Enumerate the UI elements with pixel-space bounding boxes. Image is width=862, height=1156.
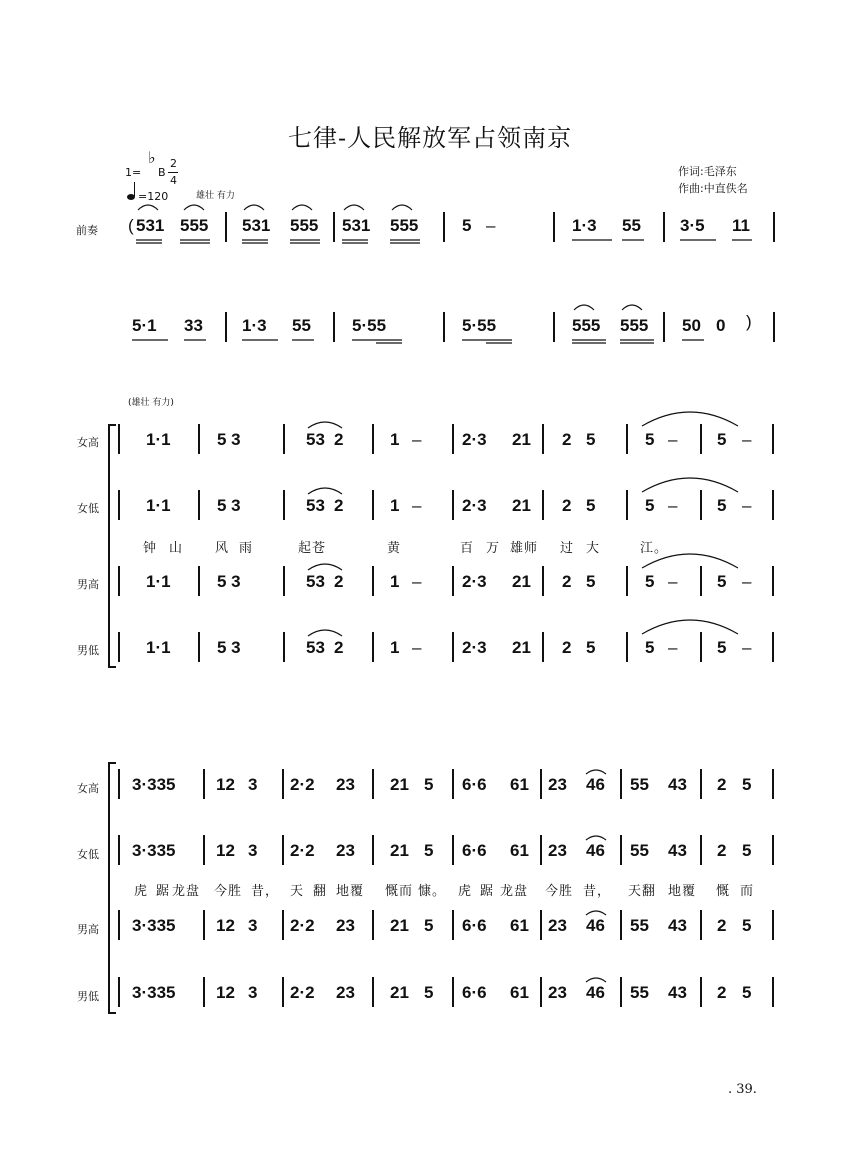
note-group: 21 [512, 572, 531, 591]
dash: – [668, 496, 678, 515]
bar-line [700, 566, 702, 596]
note-group: 5 [586, 572, 596, 591]
note-group: 555 [180, 216, 209, 235]
time-signature-bottom: 4 [170, 174, 177, 187]
bar-line [333, 212, 335, 242]
note-group: 12 [216, 775, 235, 794]
bar-line [542, 490, 544, 520]
bar-line [225, 312, 227, 342]
note-group: 3·335 [132, 775, 176, 794]
page-number: . 39. [728, 1082, 757, 1097]
lyric-syllable: 慨而 [385, 884, 414, 899]
dash: – [412, 496, 422, 515]
quarter-note-stem [134, 182, 135, 196]
note-group: 2 [334, 572, 344, 591]
note-group: 5 [742, 775, 752, 794]
bar-line [700, 910, 702, 940]
note-group: 2 [334, 430, 344, 449]
note-group: 2 [334, 496, 344, 515]
note-group: 5 [462, 216, 472, 235]
note-group: 2 [717, 983, 727, 1002]
lyric-syllable: 龙盘 [172, 884, 201, 899]
note-group: 5 [645, 496, 655, 515]
bar-line [772, 566, 774, 596]
note-group: 23 [548, 983, 567, 1002]
note-group: 1·3 [242, 316, 267, 335]
note-group: 61 [510, 916, 529, 935]
note-group: 43 [668, 983, 687, 1002]
note-group: 2·2 [290, 983, 315, 1002]
tempo-marking: =120 [138, 190, 169, 203]
dash: – [412, 572, 422, 591]
lyric-syllable: 踞 [156, 884, 171, 899]
note-group: 5 3 [217, 638, 241, 657]
note-group: 5 3 [217, 430, 241, 449]
note-group: 5 [645, 638, 655, 657]
note-group: 6·6 [462, 775, 487, 794]
note-group: 21 [390, 841, 409, 860]
bar-line [118, 910, 120, 940]
note-group: 2 [334, 638, 344, 657]
bar-line [772, 769, 774, 799]
bar-line [542, 566, 544, 596]
time-signature-divider [168, 172, 178, 173]
lyric-syllable: 昔， [583, 884, 612, 899]
dash: – [742, 430, 752, 449]
note-group: 21 [390, 916, 409, 935]
part-label-bass: 男低 [77, 990, 99, 1003]
note-group: 12 [216, 841, 235, 860]
system-brace [108, 424, 110, 668]
bar-line [282, 910, 284, 940]
bar-line [553, 212, 555, 242]
bar-line [198, 632, 200, 662]
lyric-syllable: 踞 [480, 884, 495, 899]
lyric-syllable: 而 [740, 884, 755, 899]
dash: – [742, 572, 752, 591]
note-group: 53 [306, 572, 325, 591]
bar-line [772, 835, 774, 865]
part-label-alto: 女低 [77, 502, 99, 515]
note-group: 2·3 [462, 430, 487, 449]
bar-line [372, 977, 374, 1007]
bar-line [620, 835, 622, 865]
bar-line [772, 977, 774, 1007]
note-group: 43 [668, 916, 687, 935]
note-group: 5 [742, 916, 752, 935]
bar-line [203, 910, 205, 940]
note-group: 5 [586, 430, 596, 449]
note-group: 5 [742, 983, 752, 1002]
note-group: 21 [512, 430, 531, 449]
bar-line [620, 977, 622, 1007]
note-group: 23 [336, 841, 355, 860]
lyric-syllable: 今胜 [545, 884, 574, 899]
bar-line [663, 312, 665, 342]
bar-line [372, 835, 374, 865]
note-group: 23 [336, 983, 355, 1002]
note-group: 3·335 [132, 983, 176, 1002]
note-group: 21 [390, 775, 409, 794]
bar-line [542, 632, 544, 662]
part-label-soprano: 女高 [77, 436, 99, 449]
note-group: 2·3 [462, 496, 487, 515]
bar-line [198, 424, 200, 454]
note-group: 531 [342, 216, 371, 235]
lyric-syllable: 虎 [134, 884, 149, 899]
bar-line [626, 566, 628, 596]
note-group: 5 [717, 638, 727, 657]
note-group: 43 [668, 775, 687, 794]
bar-line [198, 490, 200, 520]
note-group: 531 [242, 216, 271, 235]
closing-paren: ) [746, 312, 752, 331]
note-group: 2·3 [462, 638, 487, 657]
note-group: 55 [630, 983, 649, 1002]
bar-line [118, 977, 120, 1007]
note-group: 5 [717, 430, 727, 449]
bar-line [626, 490, 628, 520]
note-group: 46 [586, 841, 605, 860]
lyric-syllable: 雄师 [510, 541, 539, 556]
key-signature-letter: B [158, 166, 166, 179]
bar-line [283, 424, 285, 454]
note-group: 3 [248, 983, 258, 1002]
lyric-syllable: 大 [586, 541, 601, 556]
note-group: 55 [622, 216, 641, 235]
note-group: 3 [248, 775, 258, 794]
key-signature-prefix: 1= [125, 166, 142, 179]
note-group: 53 [306, 430, 325, 449]
note-group: 23 [548, 775, 567, 794]
bar-line [700, 977, 702, 1007]
note-group: 6·6 [462, 983, 487, 1002]
note-group: 2 [562, 496, 572, 515]
note-group: 55 [630, 916, 649, 935]
bar-line [118, 632, 120, 662]
note-group: 2 [717, 916, 727, 935]
bar-line [282, 835, 284, 865]
note-group: 11 [732, 216, 750, 235]
lyric-syllable: 虎 [458, 884, 473, 899]
part-label-tenor: 男高 [77, 923, 99, 936]
bar-line [452, 769, 454, 799]
lyric-syllable: 百 [460, 541, 475, 556]
lyric-syllable: 过 [560, 541, 575, 556]
bar-line [283, 632, 285, 662]
lyric-syllable: 风 [215, 541, 230, 556]
note-group: 53 [306, 638, 325, 657]
note-group: 53 [306, 496, 325, 515]
dash: – [668, 572, 678, 591]
lyric-syllable: 天翻 [628, 884, 657, 899]
bar-line [282, 769, 284, 799]
expression-marking: 雄壮 有力 [196, 191, 235, 201]
bar-line [283, 566, 285, 596]
note-group: 2 [562, 638, 572, 657]
note-group: 5 3 [217, 496, 241, 515]
note-group: 2·2 [290, 841, 315, 860]
lyric-syllable: 万 [486, 541, 501, 556]
bar-line [540, 910, 542, 940]
note-group: 1·1 [146, 638, 171, 657]
bar-line [452, 566, 454, 596]
note-group: 23 [336, 775, 355, 794]
note-group: 5 [424, 775, 434, 794]
note-group: 55 [630, 841, 649, 860]
dash: – [412, 430, 422, 449]
bar-line [700, 490, 702, 520]
note-group: 5·55 [462, 316, 497, 335]
bar-line [772, 632, 774, 662]
bar-line [118, 566, 120, 596]
lyric-syllable: 今胜 [214, 884, 243, 899]
dash: – [486, 216, 496, 235]
bar-line [700, 769, 702, 799]
bar-line [700, 424, 702, 454]
bar-line [540, 835, 542, 865]
lyric-syllable: 翻 [313, 884, 328, 899]
bar-line [452, 424, 454, 454]
note-group: 21 [512, 496, 531, 515]
bar-line [626, 424, 628, 454]
bar-line [443, 312, 445, 342]
bar-line [118, 490, 120, 520]
note-group: 2·3 [462, 572, 487, 591]
lyric-syllable: 黄 [387, 541, 402, 556]
bar-line [198, 566, 200, 596]
note-group: 555 [572, 316, 601, 335]
note-group: 3 [248, 916, 258, 935]
bar-line [553, 312, 555, 342]
note-group: 1 [390, 572, 400, 591]
note-group: 2 [717, 841, 727, 860]
expression-marking: (雄壮 有力) [128, 398, 174, 408]
bar-line [772, 490, 774, 520]
bar-line [443, 212, 445, 242]
prelude-label: 前奏 [76, 224, 98, 237]
note-group: 5 [424, 916, 434, 935]
note-group: 6·6 [462, 841, 487, 860]
bar-line [773, 312, 775, 342]
bar-line [700, 835, 702, 865]
note-group: 6·6 [462, 916, 487, 935]
bar-line [772, 424, 774, 454]
note-group: 5·55 [352, 316, 387, 335]
note-group: 46 [586, 916, 605, 935]
note-group: 23 [548, 916, 567, 935]
note-group: 55 [292, 316, 311, 335]
note-group: 21 [390, 983, 409, 1002]
note-group: 5 [717, 572, 727, 591]
bar-line [333, 312, 335, 342]
song-title: 七律-人民解放军占领南京 [288, 124, 573, 152]
lyric-syllable: 地覆 [336, 884, 365, 899]
bar-line [663, 212, 665, 242]
note-group: ( [128, 216, 134, 235]
bar-line [372, 566, 374, 596]
bar-line [282, 977, 284, 1007]
note-group: 1·1 [146, 430, 171, 449]
bar-line [372, 632, 374, 662]
note-group: 1 [390, 430, 400, 449]
dash: – [412, 638, 422, 657]
bar-line [452, 632, 454, 662]
note-group: 46 [586, 775, 605, 794]
system-brace [108, 762, 110, 1014]
lyricist-credit: 作词:毛泽东 [678, 165, 737, 178]
bar-line [372, 910, 374, 940]
bar-line [626, 632, 628, 662]
note-group: 555 [390, 216, 419, 235]
note-group: 3 [248, 841, 258, 860]
note-group: 3·335 [132, 841, 176, 860]
note-group: 1·1 [146, 496, 171, 515]
note-group: 3·335 [132, 916, 176, 935]
note-group: 5 [717, 496, 727, 515]
note-group: 2 [562, 572, 572, 591]
note-group: 5 [742, 841, 752, 860]
bar-line [372, 424, 374, 454]
bar-line [452, 977, 454, 1007]
note-group: 5 [424, 841, 434, 860]
bar-line [203, 835, 205, 865]
part-label-tenor: 男高 [77, 578, 99, 591]
bar-line [203, 977, 205, 1007]
note-group: 5 [586, 638, 596, 657]
time-signature-top: 2 [170, 157, 177, 170]
note-group: 531 [136, 216, 165, 235]
note-group: 50 [682, 316, 701, 335]
note-group: 1·1 [146, 572, 171, 591]
bar-line [118, 769, 120, 799]
dash: – [668, 638, 678, 657]
bar-line [118, 835, 120, 865]
lyric-syllable: 钟 [143, 541, 158, 556]
part-label-soprano: 女高 [77, 782, 99, 795]
note-group: 5 [424, 983, 434, 1002]
bar-line [225, 212, 227, 242]
bar-line [452, 835, 454, 865]
bar-line [700, 632, 702, 662]
note-group: 23 [548, 841, 567, 860]
flat-icon: ♭ [148, 148, 156, 167]
bar-line [372, 769, 374, 799]
note-group: 5 [645, 572, 655, 591]
bar-line [542, 424, 544, 454]
note-group: 61 [510, 775, 529, 794]
note-group: 5·1 [132, 316, 157, 335]
note-group: 61 [510, 983, 529, 1002]
lyric-syllable: 龙盘 [500, 884, 529, 899]
note-group: 23 [336, 916, 355, 935]
part-label-bass: 男低 [77, 644, 99, 657]
note-group: 1 [390, 638, 400, 657]
lyric-syllable: 地覆 [668, 884, 697, 899]
lyric-syllable: 慷。 [418, 884, 447, 899]
lyric-syllable: 江。 [640, 541, 669, 556]
lyric-syllable: 雨 [239, 541, 254, 556]
note-group: 43 [668, 841, 687, 860]
note-group: 46 [586, 983, 605, 1002]
dash: – [668, 430, 678, 449]
note-group: 12 [216, 916, 235, 935]
bar-line [452, 910, 454, 940]
part-label-alto: 女低 [77, 848, 99, 861]
note-group: 33 [184, 316, 203, 335]
note-group: 61 [510, 841, 529, 860]
note-group: 21 [512, 638, 531, 657]
lyric-syllable: 昔， [251, 884, 280, 899]
note-group: 12 [216, 983, 235, 1002]
lyric-syllable: 起苍 [298, 541, 327, 556]
note-group: 1·3 [572, 216, 597, 235]
dash: – [742, 638, 752, 657]
bar-line [283, 490, 285, 520]
lyric-syllable: 天 [290, 884, 305, 899]
bar-line [620, 769, 622, 799]
bar-line [452, 490, 454, 520]
note-group: 2 [717, 775, 727, 794]
bar-line [540, 769, 542, 799]
bar-line [540, 977, 542, 1007]
lyric-syllable: 慨 [716, 884, 731, 899]
dash: – [742, 496, 752, 515]
note-group: 5 [586, 496, 596, 515]
note-group: 5 3 [217, 572, 241, 591]
note-group: 2·2 [290, 775, 315, 794]
bar-line [620, 910, 622, 940]
note-group: 2·2 [290, 916, 315, 935]
note-group: 5 [645, 430, 655, 449]
rest: 0 [716, 316, 726, 335]
note-group: 1 [390, 496, 400, 515]
note-group: 555 [620, 316, 649, 335]
note-group: 2 [562, 430, 572, 449]
note-group: 555 [290, 216, 319, 235]
bar-line [772, 910, 774, 940]
bar-line [372, 490, 374, 520]
bar-line [118, 424, 120, 454]
bar-line [773, 212, 775, 242]
note-group: 55 [630, 775, 649, 794]
lyric-syllable: 山 [169, 541, 184, 556]
composer-credit: 作曲:中直佚名 [678, 182, 748, 195]
note-group: 3·5 [680, 216, 705, 235]
bar-line [203, 769, 205, 799]
